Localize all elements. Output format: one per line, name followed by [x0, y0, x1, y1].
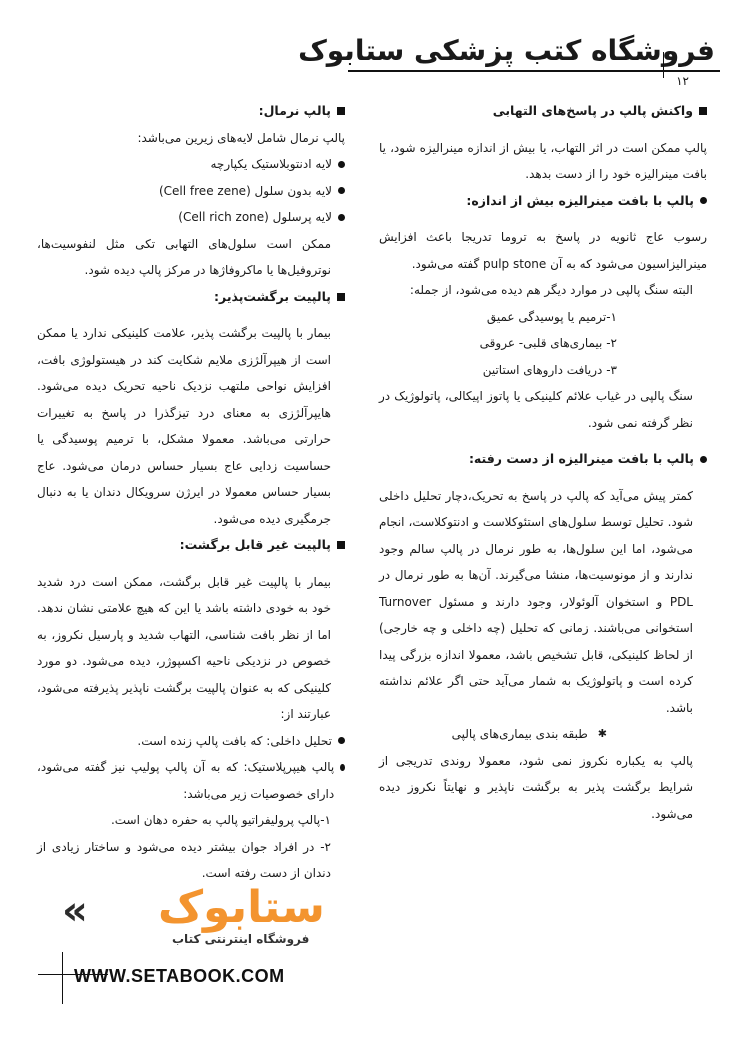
subsection-heading — [379, 446, 707, 473]
paragraph: رسوب عاج ثانویه در پاسخ به تروما تدریجا باعث افزایش مینرالیزاسیون می‌شود که به آن pulp stone گفته می‌شود. — [379, 230, 707, 271]
paragraph: پالپ به یکباره نکروز نمی شود، معمولا روندی تدریجی از شرایط برگشت پذیر به برگشت ناپذیر و نهایتاً نکروز دیده می‌شود. — [379, 753, 693, 821]
numbered-list — [379, 304, 707, 384]
list-item: ۳- دریافت داروهای استاتین — [482, 362, 617, 377]
page-header-title: فروشگاه کتب پزشکی ستابوک — [298, 34, 715, 67]
header-underline — [348, 70, 720, 72]
list-item: ۱-پالپ پرولیفراتیو پالپ به حفره دهان است. — [110, 813, 331, 827]
section-heading — [37, 98, 345, 125]
square-bullet-icon — [337, 107, 345, 115]
website-url: WWW.SETABOOK.COM — [74, 966, 285, 986]
round-bullet-icon — [340, 764, 345, 771]
section-heading — [379, 98, 707, 125]
subsection-heading — [379, 188, 707, 215]
paragraph: سنگ پالپی در غیاب علائم کلینیکی یا پاتوز اپیکالی، پاتولوژیک در نظر گرفته نمی شود. — [379, 389, 693, 430]
list-item: ✱ طبقه بندی بیماری‌های پالپی — [379, 721, 707, 748]
round-bullet-icon — [338, 161, 345, 168]
page-number: ۱۲ — [676, 74, 689, 88]
paragraph: بیمار با پالپیت غیر قابل برگشت، ممکن است درد شدید خود به خودی داشته باشد یا این که هیچ علامتی نشان ندهد. اما از نظر بافت شناسی، التهاب شدید و پارسیل نکروز، به خصوص در نزدیکی ناحیه اکسپوژر، دیده می‌شود. دو مورد کلینیکی که به عنوان پالپیت برگشت ناپذیر پذیرفته می‌شود، عبارتند از: — [37, 574, 331, 721]
list-item: تحلیل داخلی: که بافت پالپ زنده است. — [37, 728, 345, 755]
paragraph: کمتر پیش می‌آید که پالپ در پاسخ به تحریک،دچار تحلیل داخلی شود. تحلیل توسط سلول‌های استئوکلاست و ادنتوکلاست، انجام می‌شود، اما این سلول‌ها، به طور نرمال در پالپ سالم وجود ندارند و از مونوسیت‌ها، منشا می‌گیرند. آن‌ها به طور نرمال در PDL و استخوان آلوئولار، وجود دارند و مسئول Turnover استخوانی می‌باشند. زمانی که تحلیل (چه داخلی و چه خارجی) از لحاظ کلینیکی، قابل تشخیص باشد، معمولا اندازه بزرگی پیدا کرده است و پاتولوژیک به شمار می‌آید حتی اگر علائم نداشته باشد. — [379, 488, 693, 715]
list-item: لایه بدون سلول (Cell free zene) — [37, 178, 345, 205]
round-bullet-icon — [338, 214, 345, 221]
left-column — [37, 98, 345, 887]
heading-text: پالپ با بافت مینرالیزه بیش از اندازه: — [466, 192, 694, 208]
list-item: ۲- بیماری‌های قلبی- عروقی — [479, 336, 617, 350]
crop-mark — [62, 952, 63, 1004]
list-item: لایه ادنتوبلاستیک یکپارچه — [37, 151, 345, 178]
heading-text: پالپ با بافت مینرالیزه از دست رفته: — [468, 451, 694, 466]
header-tick-mark — [663, 52, 664, 78]
list-item: ۲- در افراد جوان بیشتر دیده می‌شود و ساختار زیادی از دندان از دست رفته است. — [37, 839, 331, 880]
heading-text: پالپیت برگشت‌پذیر: — [214, 288, 331, 304]
section-heading — [37, 284, 345, 311]
chevron-left-icon: « — [62, 888, 88, 934]
paragraph: پالپ ممکن است در اثر التهاب، یا بیش از اندازه مینرالیزه شود، یا بافت مینرالیزه خود را از دست بدهد. — [379, 140, 707, 181]
round-bullet-icon — [700, 197, 707, 204]
heading-text: پالپیت غیر قابل برگشت: — [179, 537, 331, 552]
round-bullet-icon — [700, 456, 707, 463]
list-item: ۱-ترمیم یا پوسیدگی عمیق — [486, 309, 617, 324]
square-bullet-icon — [337, 541, 345, 549]
round-bullet-icon — [338, 737, 345, 744]
paragraph: ممکن است سلول‌های التهابی تکی مثل لنفوسیت‌ها، نوتروفیل‌ها یا ماکروفاژها در مرکز پالپ دیده شود. — [37, 236, 331, 277]
right-column — [379, 98, 707, 827]
list-item: لایه پرسلول (Cell rich zone) — [37, 204, 345, 231]
section-heading — [37, 532, 345, 559]
heading-text: پالپ نرمال: — [258, 103, 331, 118]
square-bullet-icon — [699, 107, 707, 115]
logo-mark: ستابوک — [158, 882, 325, 933]
logo-subtitle: فروشگاه اینترنتی کتاب — [172, 932, 310, 946]
setabook-logo — [62, 882, 325, 952]
list-item: پالپ هیپرپلاستیک: که به آن پالپ پولیپ نیز گفته می‌شود، دارای خصوصیات زیر می‌باشد: — [37, 754, 345, 807]
paragraph: بیمار با پالپیت برگشت پذیر، علامت کلینیکی ندارد یا ممکن است از هیپرآلژزی ملایم شکایت کند در هیستولوژی بافت، افزایش نواحی ملتهب نزدیک ناحیه تحریک دیده می‌شود. هایپرآلژزی به معنای درد تیزگذرا در پاسخ به تغییرات حرارتی می‌باشد. معمولا مشکل، با ترمیم پوسیدگی یا حساسیت زدایی عاج بسیار حساس درمان می‌شود. عاج بسیار حساس معمولا در ایرژن سرویکال دندان یا به دنبال جرمگیری دیده می‌شود. — [37, 326, 331, 526]
paragraph: پالپ نرمال شامل لایه‌های زیرین می‌باشد: — [137, 130, 345, 145]
round-bullet-icon — [338, 187, 345, 194]
asterisk-icon: ✱ — [597, 727, 607, 740]
square-bullet-icon — [337, 293, 345, 301]
paragraph: البته سنگ پالپی در موارد دیگر هم دیده می‌شود، از جمله: — [409, 283, 693, 297]
heading-text: واکنش پالپ در پاسخ‌های التهابی — [492, 103, 693, 118]
